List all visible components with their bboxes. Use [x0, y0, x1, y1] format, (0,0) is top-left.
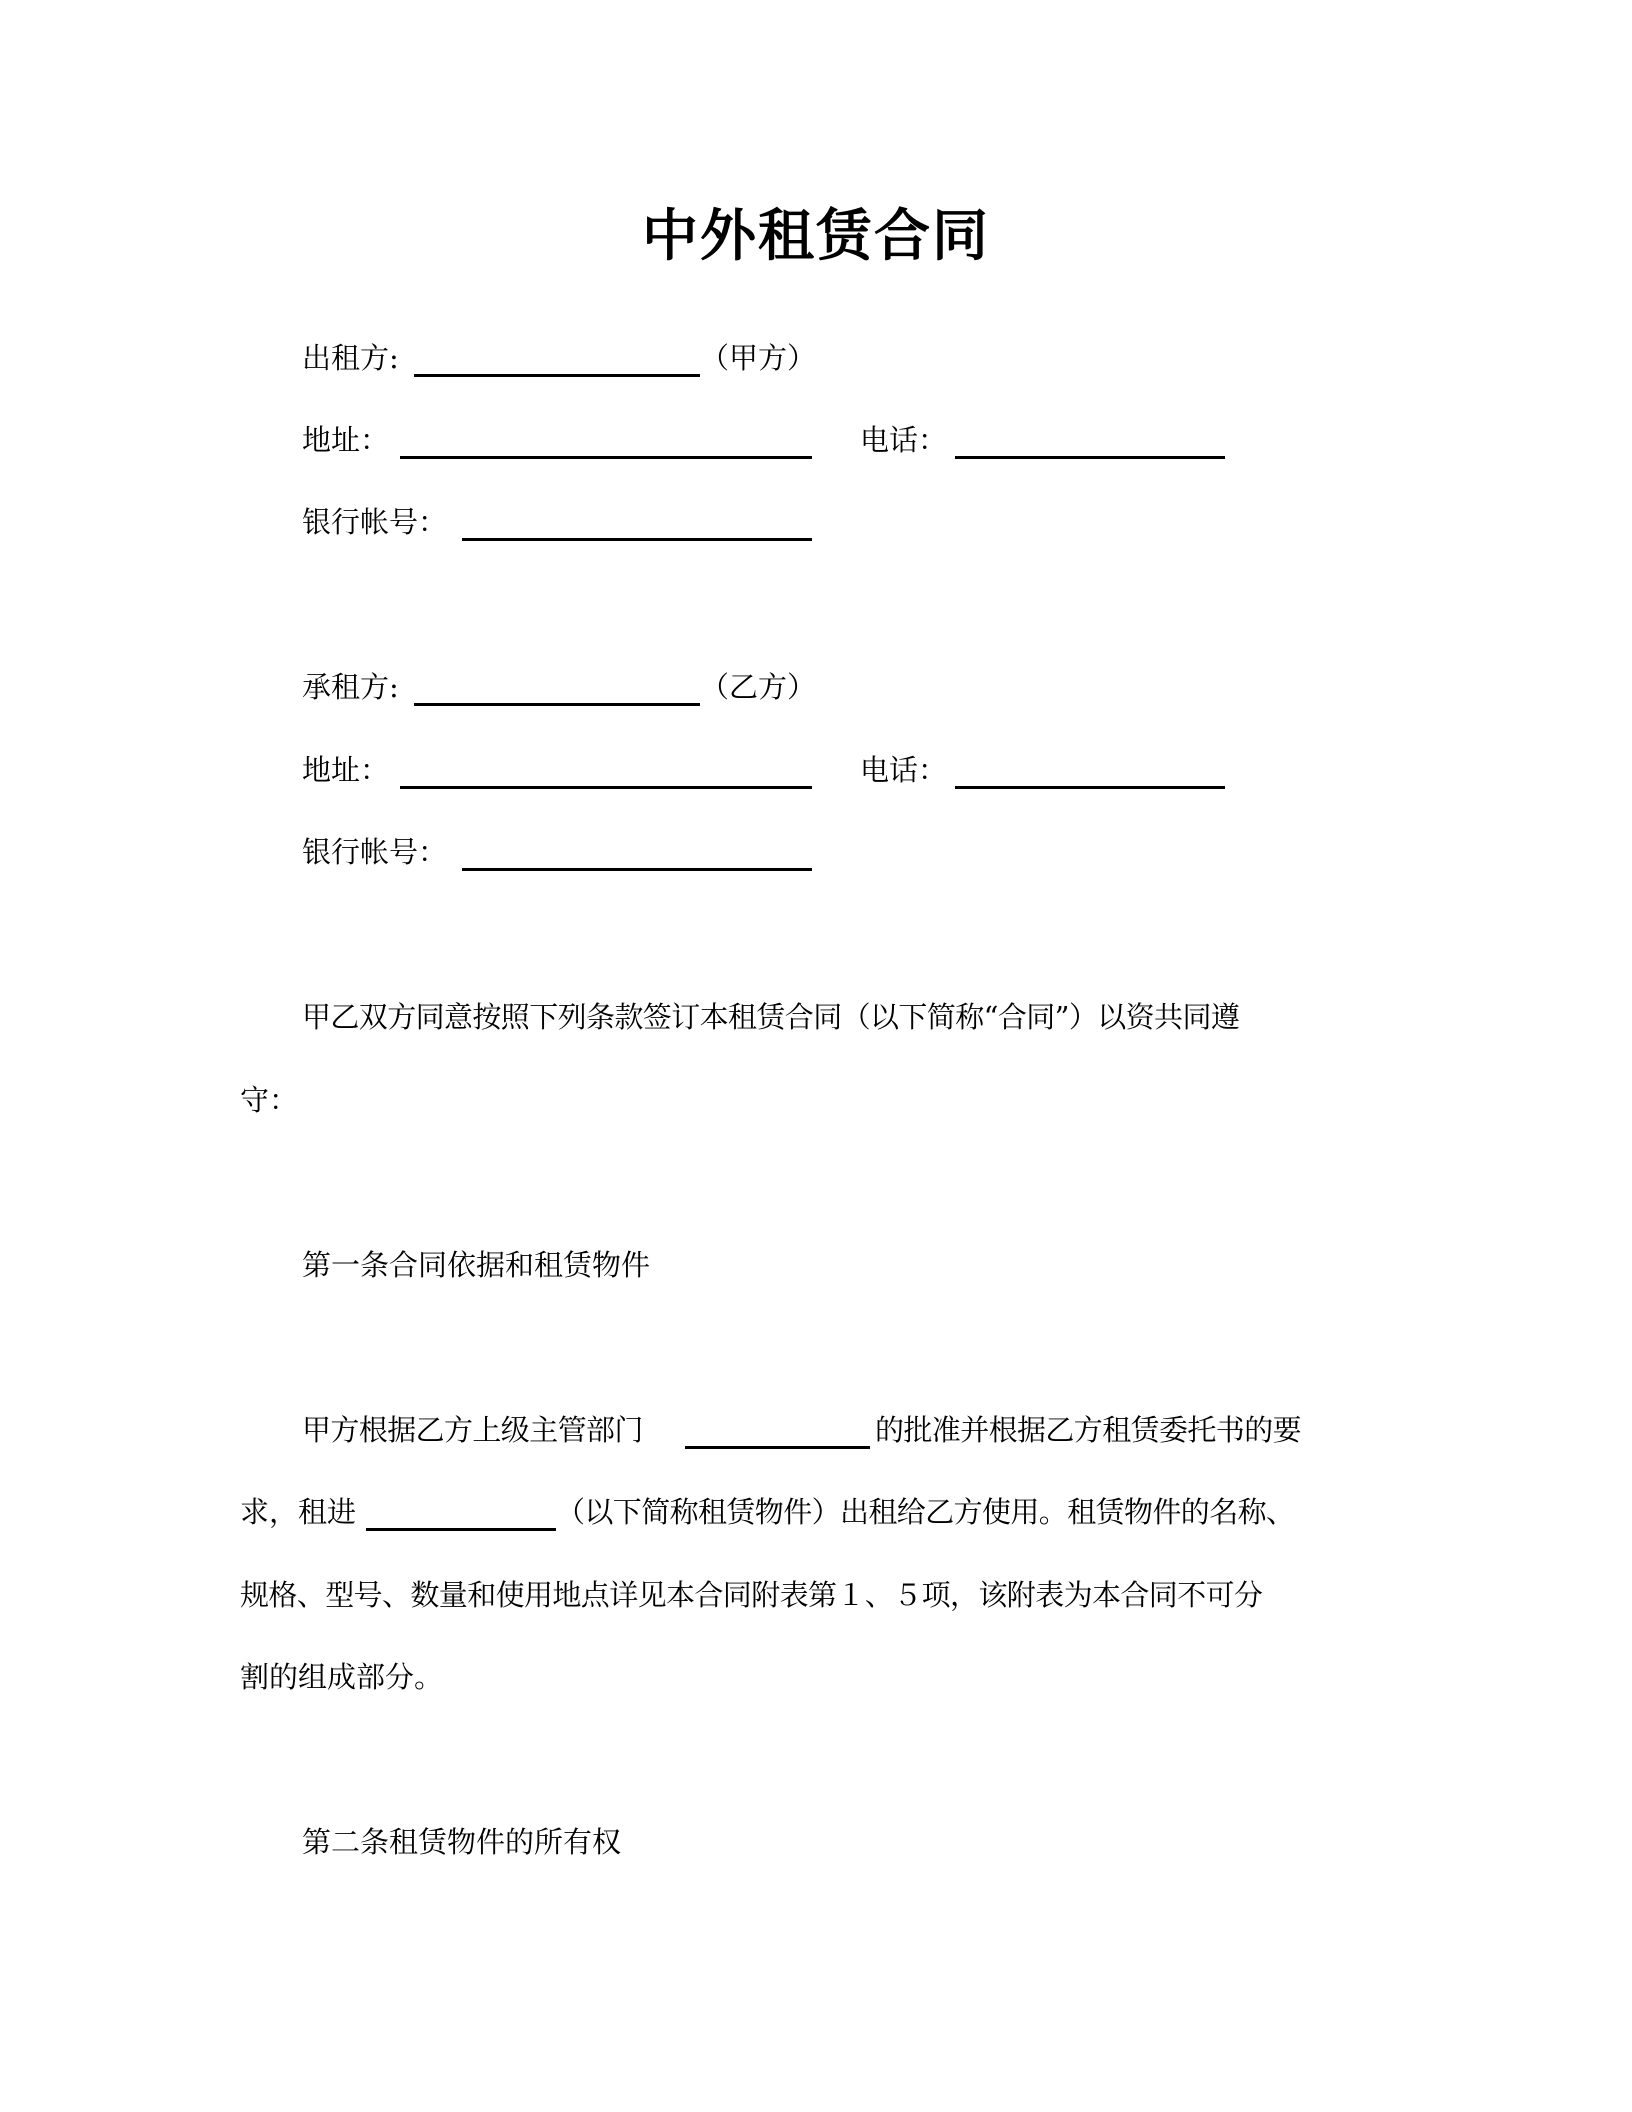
- document-title: 中外租赁合同: [642, 204, 990, 269]
- lessor-address-field[interactable]: [400, 456, 812, 459]
- article-1-line-4: 割的组成部分。: [240, 1660, 444, 1694]
- article-1-line-1a: 甲方根据乙方上级主管部门: [302, 1413, 643, 1447]
- article-2-heading: 第二条租赁物件的所有权: [302, 1825, 622, 1859]
- lessor-name-field[interactable]: [414, 374, 700, 377]
- lessee-address-label: 地址：: [302, 753, 390, 787]
- lessee-phone-label: 电话：: [860, 753, 948, 787]
- department-field[interactable]: [685, 1446, 870, 1449]
- lessee-bank-field[interactable]: [462, 868, 812, 871]
- party-a-suffix: （甲方）: [700, 341, 817, 375]
- lessor-bank-field[interactable]: [462, 538, 812, 541]
- leased-item-field[interactable]: [366, 1528, 556, 1531]
- article-1-line-3: 规格、型号、数量和使用地点详见本合同附表第１、５项，该附表为本合同不可分: [240, 1578, 1263, 1612]
- lessor-bank-label: 银行帐号：: [302, 505, 448, 539]
- lessor-phone-label: 电话：: [860, 423, 948, 457]
- intro-line-2: 守：: [240, 1083, 299, 1117]
- article-1-line-2b: （以下简称租赁物件）出租给乙方使用。租赁物件的名称、: [556, 1495, 1295, 1529]
- lessee-address-field[interactable]: [400, 786, 812, 789]
- lessee-phone-field[interactable]: [955, 786, 1225, 789]
- article-1-line-2a: 求，租进: [240, 1495, 357, 1529]
- lessor-phone-field[interactable]: [955, 456, 1225, 459]
- lessor-label: 出租方:: [302, 341, 399, 375]
- lessee-label: 承租方:: [302, 670, 399, 704]
- lessee-bank-label: 银行帐号：: [302, 835, 448, 869]
- lessor-address-label: 地址：: [302, 423, 390, 457]
- article-1-heading: 第一条合同依据和租赁物件: [302, 1248, 651, 1282]
- party-b-suffix: （乙方）: [700, 670, 817, 704]
- intro-line-1: 甲乙双方同意按照下列条款签订本租赁合同（以下简称“合同”）以资共同遵: [302, 1000, 1240, 1034]
- lessee-name-field[interactable]: [414, 703, 700, 706]
- article-1-line-1b: 的批准并根据乙方租赁委托书的要: [875, 1413, 1302, 1447]
